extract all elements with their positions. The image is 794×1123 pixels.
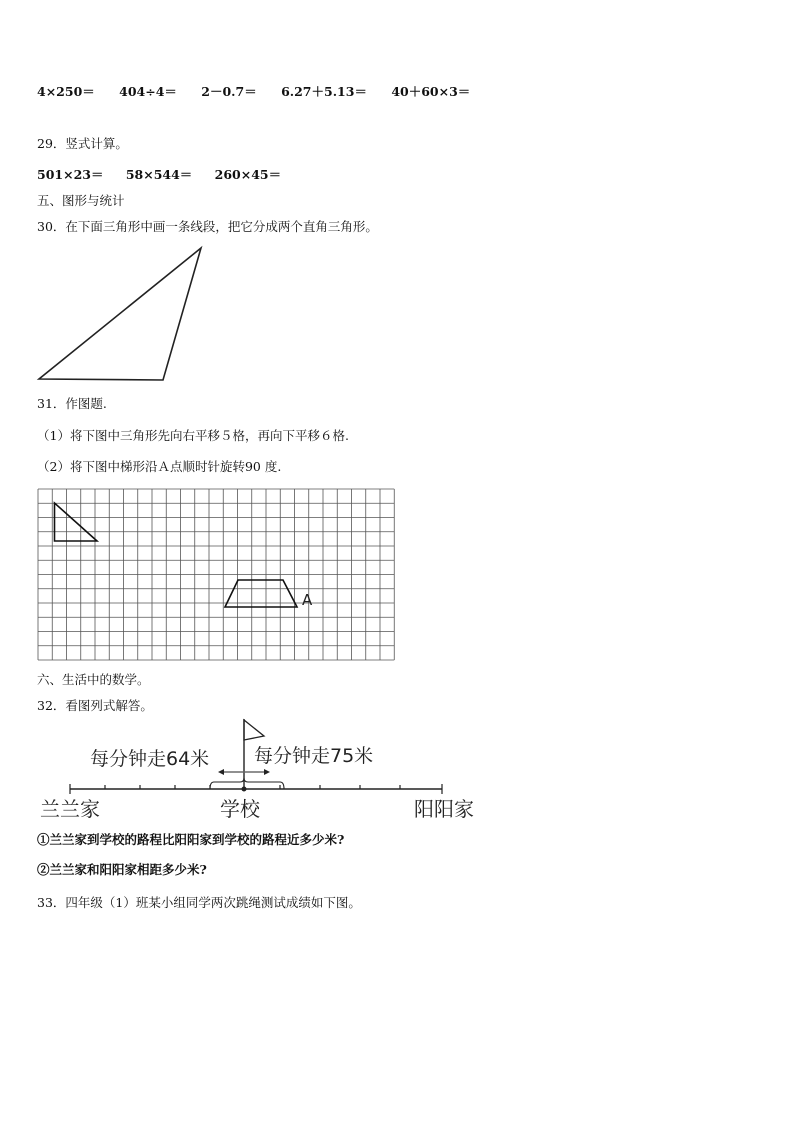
question-31-part-2: （2）将下图中梯形沿Ａ点顺时针旋转90 度. bbox=[37, 459, 282, 474]
calc-expression: 2－0.7＝ bbox=[201, 84, 257, 99]
calc-expression: 404÷4＝ bbox=[119, 84, 177, 99]
question-31-title: 31．作图题. bbox=[37, 396, 107, 411]
lanlan-home-label: 兰兰家 bbox=[40, 797, 100, 821]
section-5-heading: 五、图形与统计 bbox=[37, 193, 125, 208]
question-31-part-1: （1）将下图中三角形先向右平移５格，再向下平移６格. bbox=[37, 428, 349, 443]
calc-expression: 40＋60×3＝ bbox=[391, 84, 471, 99]
question-29-title: 29．竖式计算。 bbox=[37, 136, 128, 151]
calc-expression: 260×45＝ bbox=[214, 167, 282, 182]
calc-expression: 58×544＝ bbox=[125, 167, 193, 182]
question-32-part-1: ①兰兰家到学校的路程比阳阳家到学校的路程近多少米? bbox=[37, 832, 345, 847]
question-30-title: 30．在下面三角形中画一条线段，把它分成两个直角三角形。 bbox=[37, 219, 378, 234]
left-speed-label: 每分钟走64米 bbox=[90, 748, 210, 770]
calc-expression: 6.27＋5.13＝ bbox=[281, 84, 367, 99]
right-brace bbox=[248, 782, 284, 789]
point-a-label: A bbox=[302, 591, 313, 609]
school-label: 学校 bbox=[220, 797, 260, 821]
school-point bbox=[242, 787, 247, 792]
flag bbox=[244, 720, 264, 740]
question-33-title: 33．四年级（1）班某小组同学两次跳绳测试成绩如下图。 bbox=[37, 895, 361, 910]
calc-expression: 501×23＝ bbox=[37, 167, 104, 182]
right-speed-label: 每分钟走75米 bbox=[254, 745, 374, 767]
section-6-heading: 六、生活中的数学。 bbox=[37, 672, 150, 687]
calc-expression: 4×250＝ bbox=[37, 84, 95, 99]
question-32-title: 32．看图列式解答。 bbox=[37, 698, 153, 713]
question-32-part-2: ②兰兰家和阳阳家相距多少米? bbox=[37, 862, 207, 877]
yangyang-home-label: 阳阳家 bbox=[414, 797, 474, 821]
